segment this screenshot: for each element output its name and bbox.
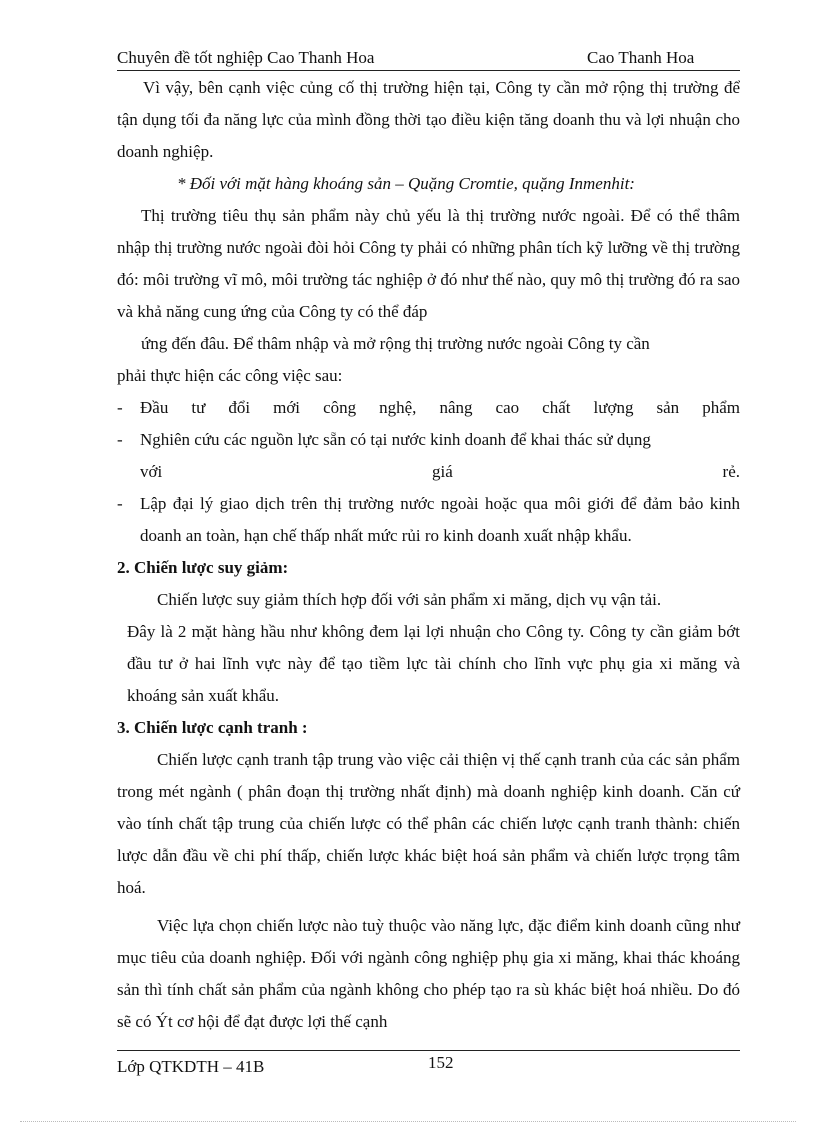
section-heading-2: 2. Chiến lược suy giảm: xyxy=(117,558,289,577)
paragraph-competition: Chiến lược cạnh tranh tập trung vào việc cải thiện vị thế cạnh tranh của các sản phẩm trong mét ngành ( phân đoạn thị trường nhất định) mà doanh nghiệp kinh doanh. Căn cứ vào tính chất tập trung của chiến lược có thể phân các chiến lược cạnh tranh thành: chiến lược dẫn đầu về chi phí thấp, chiến lược khác biệt hoá sản phẩm và chiến lược trọng tâm hoá. xyxy=(117,750,740,897)
bullet-resources-line2 xyxy=(140,456,740,488)
word: đổi xyxy=(228,398,251,417)
word: giá xyxy=(431,462,453,481)
page-footer xyxy=(117,1050,740,1076)
word: sản xyxy=(656,398,680,417)
bullet-dash: - xyxy=(117,494,123,513)
word: cao xyxy=(495,398,520,417)
page-number: 152 xyxy=(428,1053,454,1072)
bullet-technology xyxy=(117,392,740,424)
page-bottom-divider xyxy=(20,1121,796,1122)
header-title: Chuyên đề tốt nghiệp Cao Thanh Hoa xyxy=(117,48,375,67)
footer-class-name: Lớp QTKDTH – 41B xyxy=(117,1057,265,1076)
word: nghệ, xyxy=(379,398,417,417)
word: chất xyxy=(542,398,571,417)
bullet-technology-text xyxy=(140,392,740,424)
word: nâng xyxy=(439,398,473,417)
section-heading-3: 3. Chiến lược cạnh tranh : xyxy=(117,718,308,737)
bullet-agency-text: Lập đại lý giao dịch trên thị trường nước ngoài hoặc qua môi giới để đảm bảo kinh doanh an toàn, hạn chế thấp nhất mức rủi ro kinh doanh xuất nhập khẩu. xyxy=(140,494,740,545)
word: phẩm xyxy=(702,398,740,417)
paragraph-reduction: Đây là 2 mặt hàng hầu như không đem lại lợi nhuận cho Công ty. Công ty cần giảm bớt đầu tư ở hai lĩnh vực này để tạo tiềm lực tài chính cho lĩnh vực phụ gia xi măng và khoáng sản xuất khẩu. xyxy=(127,622,740,705)
word: với xyxy=(140,462,163,481)
paragraph-expand-market: Vì vậy, bên cạnh việc củng cố thị trường hiện tại, Công ty cần mở rộng thị trường để tận dụng tối đa năng lực của mình đồng thời tạo điều kiện tăng doanh thu và lợi nhuận cho doanh nghiệp. xyxy=(117,78,740,161)
paragraph-reduction-line1: Chiến lược suy giảm thích hợp đối với sản phẩm xi măng, dịch vụ vận tải. xyxy=(157,590,662,609)
page-content xyxy=(117,72,740,1038)
subsection-minerals-heading: * Đối với mặt hàng khoáng sản – Quặng Cromtie, quặng Inmenhit: xyxy=(177,174,635,193)
page-header xyxy=(117,48,740,71)
paragraph-foreign-market-continued: ứng đến đâu. Để thâm nhập và mở rộng thị trường nước ngoài Công ty cần xyxy=(141,334,650,353)
word: rẻ. xyxy=(722,462,740,481)
bullet-agency xyxy=(117,488,740,552)
word: mới xyxy=(273,398,301,417)
bullet-dash: - xyxy=(117,398,123,417)
word: tư xyxy=(191,398,206,417)
paragraph-strategy-choice: Việc lựa chọn chiến lược nào tuỳ thuộc vào năng lực, đặc điểm kinh doanh cũng như mục tiêu của doanh nghiệp. Đối với ngành công nghiệp phụ gia xi măng, khai thác khoáng sản thì tính chất sản phẩm của ngành không cho phép tạo ra sù khác biệt hoá nhiều. Do đó sẽ có Ýt cơ hội để đạt được lợi thế cạnh xyxy=(117,916,740,1031)
word: công xyxy=(323,398,357,417)
paragraph-foreign-market: Thị trường tiêu thụ sản phẩm này chủ yếu là thị trường nước ngoài. Để có thể thâm nhập thị trường nước ngoài đòi hỏi Công ty phải có những phân tích kỹ lưỡng về thị trường đó: môi trường vĩ mô, môi trường tác nghiệp ở đó như thế nào, quy mô thị trường đó ra sao và khả năng cung ứng của Công ty có thể đáp xyxy=(117,206,740,321)
bullet-resources-line1: Nghiên cứu các nguồn lực sẵn có tại nước kinh doanh để khai thác sử dụng xyxy=(140,430,651,449)
bullet-dash: - xyxy=(117,430,123,449)
word: lượng xyxy=(593,398,634,417)
paragraph-tasks-intro: phải thực hiện các công việc sau: xyxy=(117,366,343,385)
bullet-resources xyxy=(117,424,740,488)
word: Đầu xyxy=(140,398,169,417)
header-author: Cao Thanh Hoa xyxy=(587,48,695,67)
